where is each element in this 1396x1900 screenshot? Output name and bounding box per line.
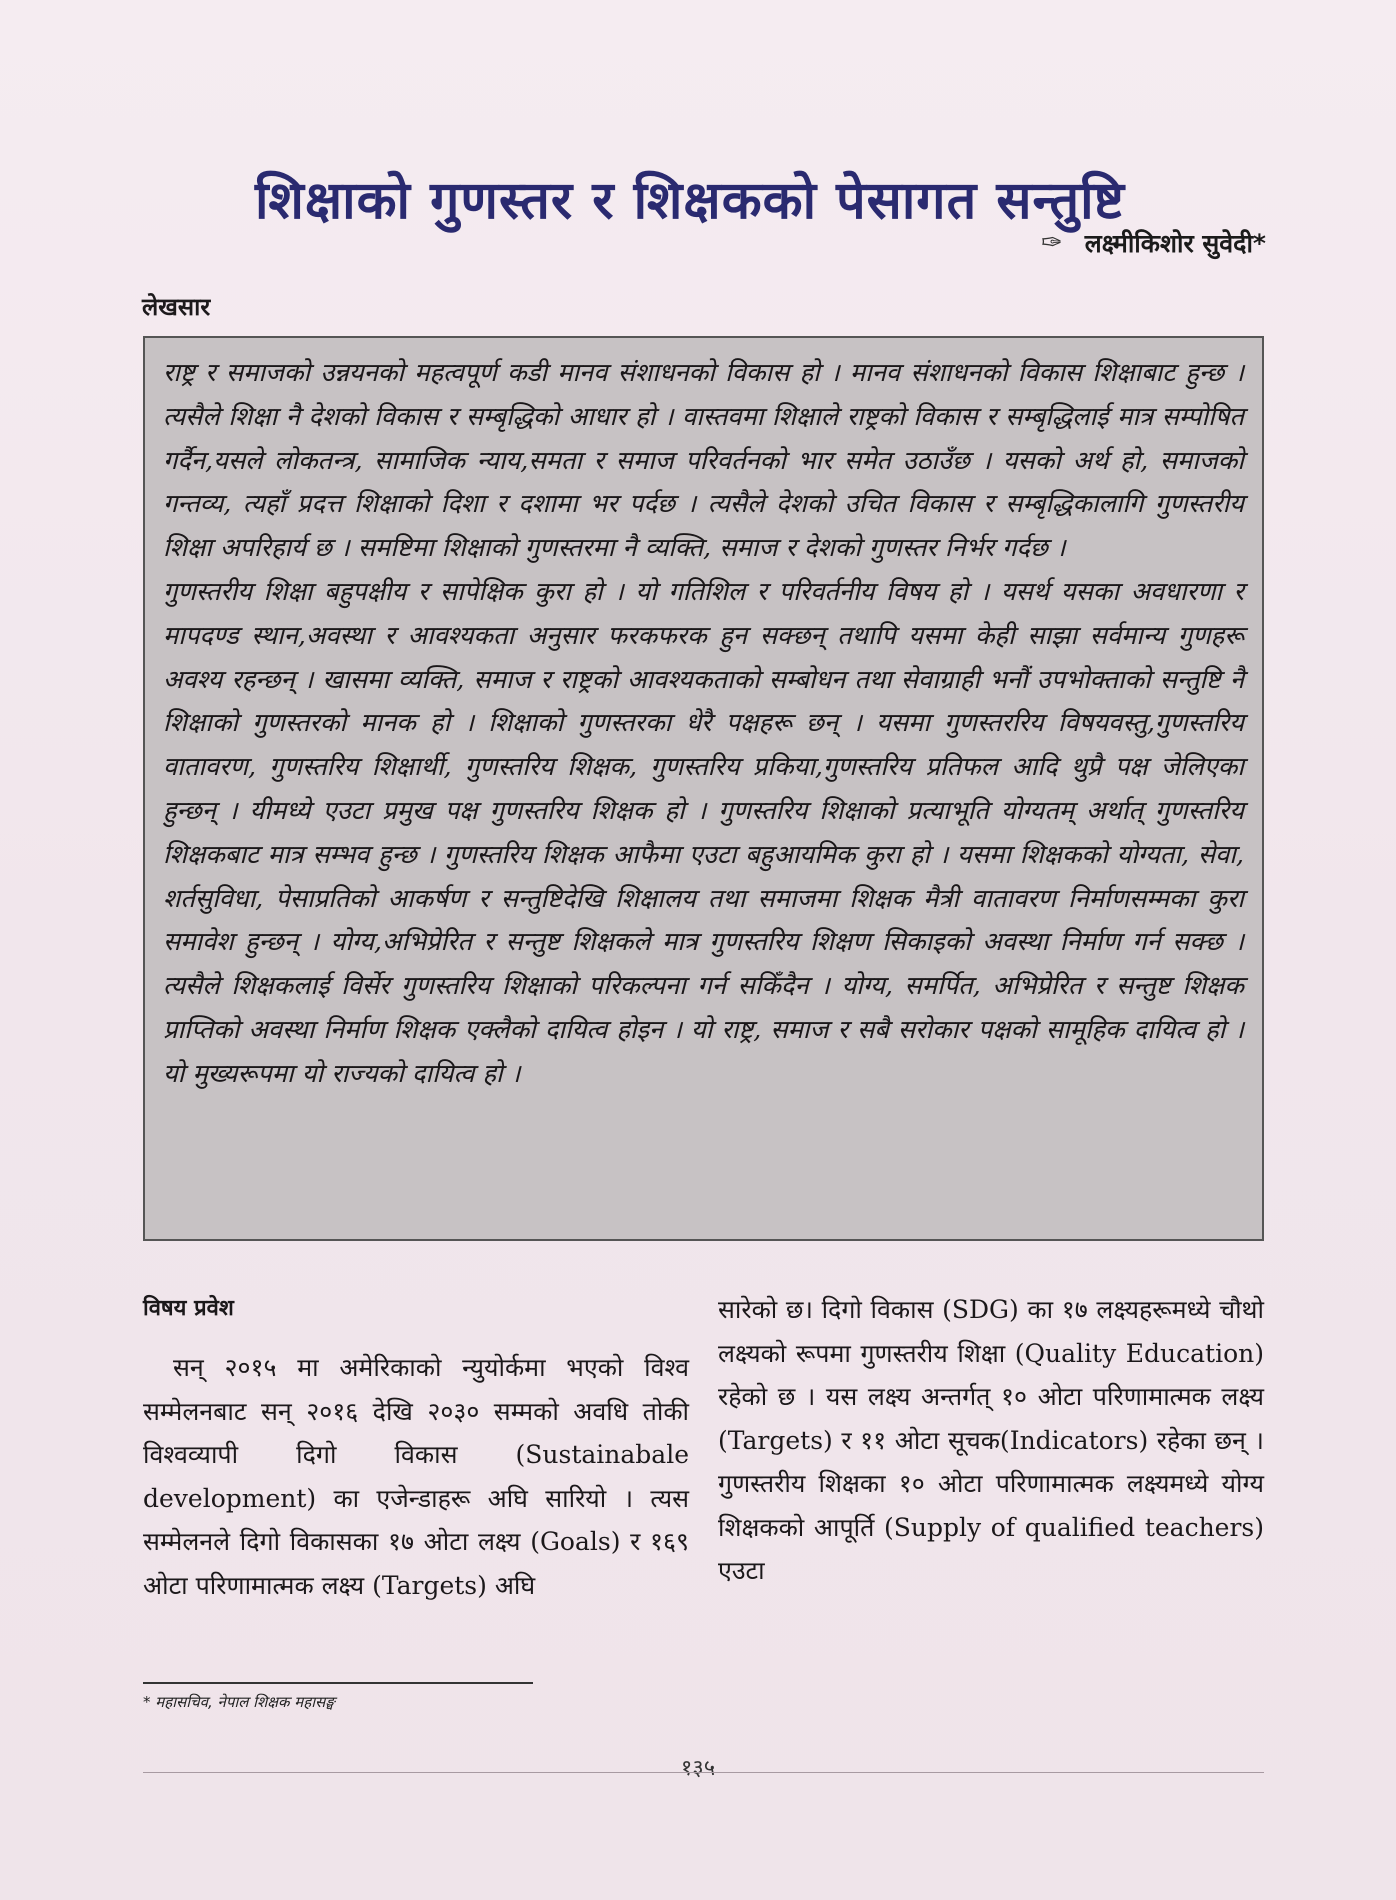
section-heading: विषय प्रवेश — [143, 1296, 234, 1321]
page-number: १३५ — [680, 1756, 716, 1781]
article-title: शिक्षाको गुणस्तर र शिक्षकको पेसागत सन्तुष्टि — [255, 170, 1125, 231]
author-name: लक्ष्मीकिशोर सुवेदी* — [1084, 229, 1266, 258]
body-columns — [143, 1288, 1264, 1607]
footnote-divider — [143, 1682, 533, 1684]
body-paragraph: सारेको छ। दिगो विकास (SDG) का १७ लक्ष्यहरूमध्ये चौथो लक्ष्यको रूपमा गुणस्तरीय शिक्षा (Quality Education) रहेको छ । यस लक्ष्य अन्तर्गत् १० ओटा परिणामात्मक लक्ष्य (Targets) र ११ ओटा सूचक(Indicators) रहेका छन् । गुणस्तरीय शिक्षका १० ओटा परिणामात्मक लक्ष्यमध्ये योग्य शिक्षकको आपूर्ति (Supply of qualified teachers) एउटा — [718, 1295, 1264, 1585]
abstract-paragraph: गुणस्तरीय शिक्षा बहुपक्षीय र सापेक्षिक कुरा हो । यो गतिशिल र परिवर्तनीय विषय हो । यसर्थ यसका अवधारणा र मापदण्ड स्थान,अवस्था र आवश्यकता अनुसार फरकफरक हुन सक्छन् तथापि यसमा केही साझा सर्वमान्य गुणहरू अवश्य रहन्छन् । खासमा व्यक्ति, समाज र राष्ट्रको आवश्यकताको सम्बोधन तथा सेवाग्राही भनौं उपभोक्ताको सन्तुष्टि नै शिक्षाको गुणस्तरको मानक हो । शिक्षाको गुणस्तरका धेरै पक्षहरू छन् । यसमा गुणस्तररिय विषयवस्तु,गुणस्तरिय वातावरण, गुणस्तरिय शिक्षार्थी, गुणस्तरिय शिक्षक, गुणस्तरिय प्रकिया,गुणस्तरिय प्रतिफल आदि थुप्रै पक्ष जेलिएका हुन्छन् । यीमध्ये एउटा प्रमुख पक्ष गुणस्तरिय शिक्षक हो । गुणस्तरिय शिक्षाको प्रत्याभूति योग्यतम् अर्थात् गुणस्तरिय शिक्षकबाट मात्र सम्भव हुन्छ । गुणस्तरिय शिक्षक आफैमा एउटा बहुआयमिक कुरा हो । यसमा शिक्षकको योग्यता, सेवा, शर्तसुविधा, पेसाप्रतिको आकर्षण र सन्तुष्टिदेखि शिक्षालय तथा समाजमा शिक्षक मैत्री वातावरण निर्माणसम्मका कुरा समावेश हुन्छन् । योग्य,अभिप्रेरित र सन्तुष्ट शिक्षकले मात्र गुणस्तरिय शिक्षण सिकाइको अवस्था निर्माण गर्न सक्छ । त्यसैले शिक्षकलाई विर्सेर गुणस्तरिय शिक्षाको परिकल्पना गर्न सकिँदैन । योग्य, समर्पित, अभिप्रेरित र सन्तुष्ट शिक्षक प्राप्तिको अवस्था निर्माण शिक्षक एक्लैको दायित्व होइन । यो राष्ट्र, समाज र सबै सरोकार पक्षको सामूहिक दायित्व हो । यो मुख्यरूपमा यो राज्यको दायित्व हो । — [163, 576, 1244, 1089]
abstract-heading: लेखसार — [142, 293, 211, 321]
footnote: * महासचिव, नेपाल शिक्षक महासङ्घ — [143, 1693, 335, 1711]
abstract-box — [143, 336, 1264, 1241]
right-column — [718, 1288, 1264, 1607]
abstract-paragraph: राष्ट्र र समाजको उन्नयनको महत्वपूर्ण कडी मानव संशाधनको विकास हो । मानव संशाधनको विकास शिक्षाबाट हुन्छ । त्यसैले शिक्षा नै देशको विकास र सम्बृद्धिको आधार हो । वास्तवमा शिक्षाले राष्ट्रको विकास र सम्बृद्धिलाई मात्र सम्पोषित गर्दैन,यसले लोकतन्त्र, सामाजिक न्याय,समता र समाज परिवर्तनको भार समेत उठाउँछ । यसको अर्थ हो, समाजको गन्तव्य, त्यहाँ प्रदत्त शिक्षाको दिशा र दशामा भर पर्दछ । त्यसैले देशको उचित विकास र सम्बृद्धिकालागि गुणस्तरीय शिक्षा अपरिहार्य छ । समष्टिमा शिक्षाको गुणस्तरमा नै व्यक्ति, समाज र देशको गुणस्तर निर्भर गर्दछ । — [163, 358, 1244, 564]
page-bottom-divider — [143, 1772, 1264, 1773]
body-paragraph: सन् २०१५ मा अमेरिकाको न्युयोर्कमा भएको विश्व सम्मेलनबाट सन् २०१६ देखि २०३० सम्मको अवधि तोकी विश्वव्यापी दिगो विकास (Sustainabale development) का एजेन्डाहरू अघि सारियो । त्यस सम्मेलनले दिगो विकासका १७ ओटा लक्ष्य (Goals) र १६९ ओटा परिणामात्मक लक्ष्य (Targets) अघि — [143, 1353, 689, 1600]
author-line — [1041, 226, 1266, 260]
left-column — [143, 1288, 689, 1607]
pen-icon: ✑ — [1041, 228, 1063, 258]
